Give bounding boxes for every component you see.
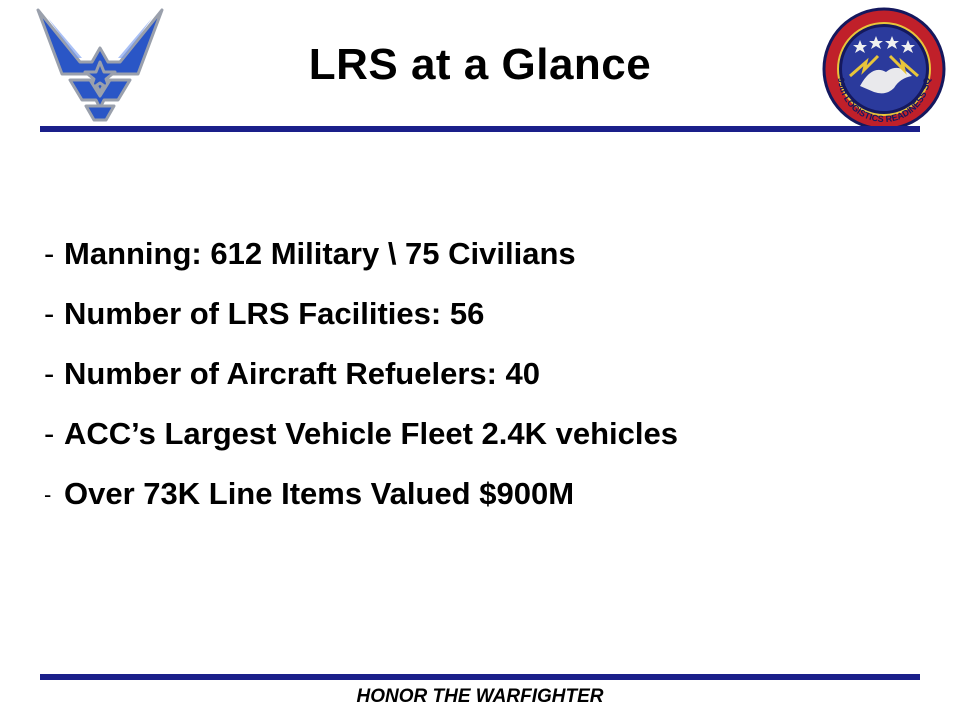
bullet-item xyxy=(44,348,678,408)
bullet-text: Number of LRS Facilities: 56 xyxy=(64,296,485,331)
bullet-marker: - xyxy=(44,356,55,391)
bullet-list xyxy=(44,228,678,528)
bullet-item xyxy=(44,288,678,348)
bullet-marker: - xyxy=(44,236,55,271)
bullet-marker: - xyxy=(44,416,55,451)
bullet-item xyxy=(44,228,678,288)
bullet-item xyxy=(44,468,678,528)
bullet-text: Manning: 612 Military \ 75 Civilians xyxy=(64,236,576,271)
squadron-emblem-icon xyxy=(820,6,948,132)
bullet-text: Over 73K Line Items Valued $900M xyxy=(64,476,575,511)
bullet-marker: - xyxy=(44,296,55,331)
header-divider xyxy=(40,126,920,132)
bullet-text: Number of Aircraft Refuelers: 40 xyxy=(64,356,541,391)
footer-divider xyxy=(40,674,920,680)
bullet-item xyxy=(44,408,678,468)
emblem-ring-text: 99th LOGISTICS READINESS SQ xyxy=(835,77,933,125)
slide-title: LRS at a Glance xyxy=(308,40,652,89)
bullet-text: ACC’s Largest Vehicle Fleet 2.4K vehicles xyxy=(64,416,678,451)
bullet-marker: - xyxy=(44,482,52,507)
footer-slogan: HONOR THE WARFIGHTER xyxy=(356,686,604,707)
